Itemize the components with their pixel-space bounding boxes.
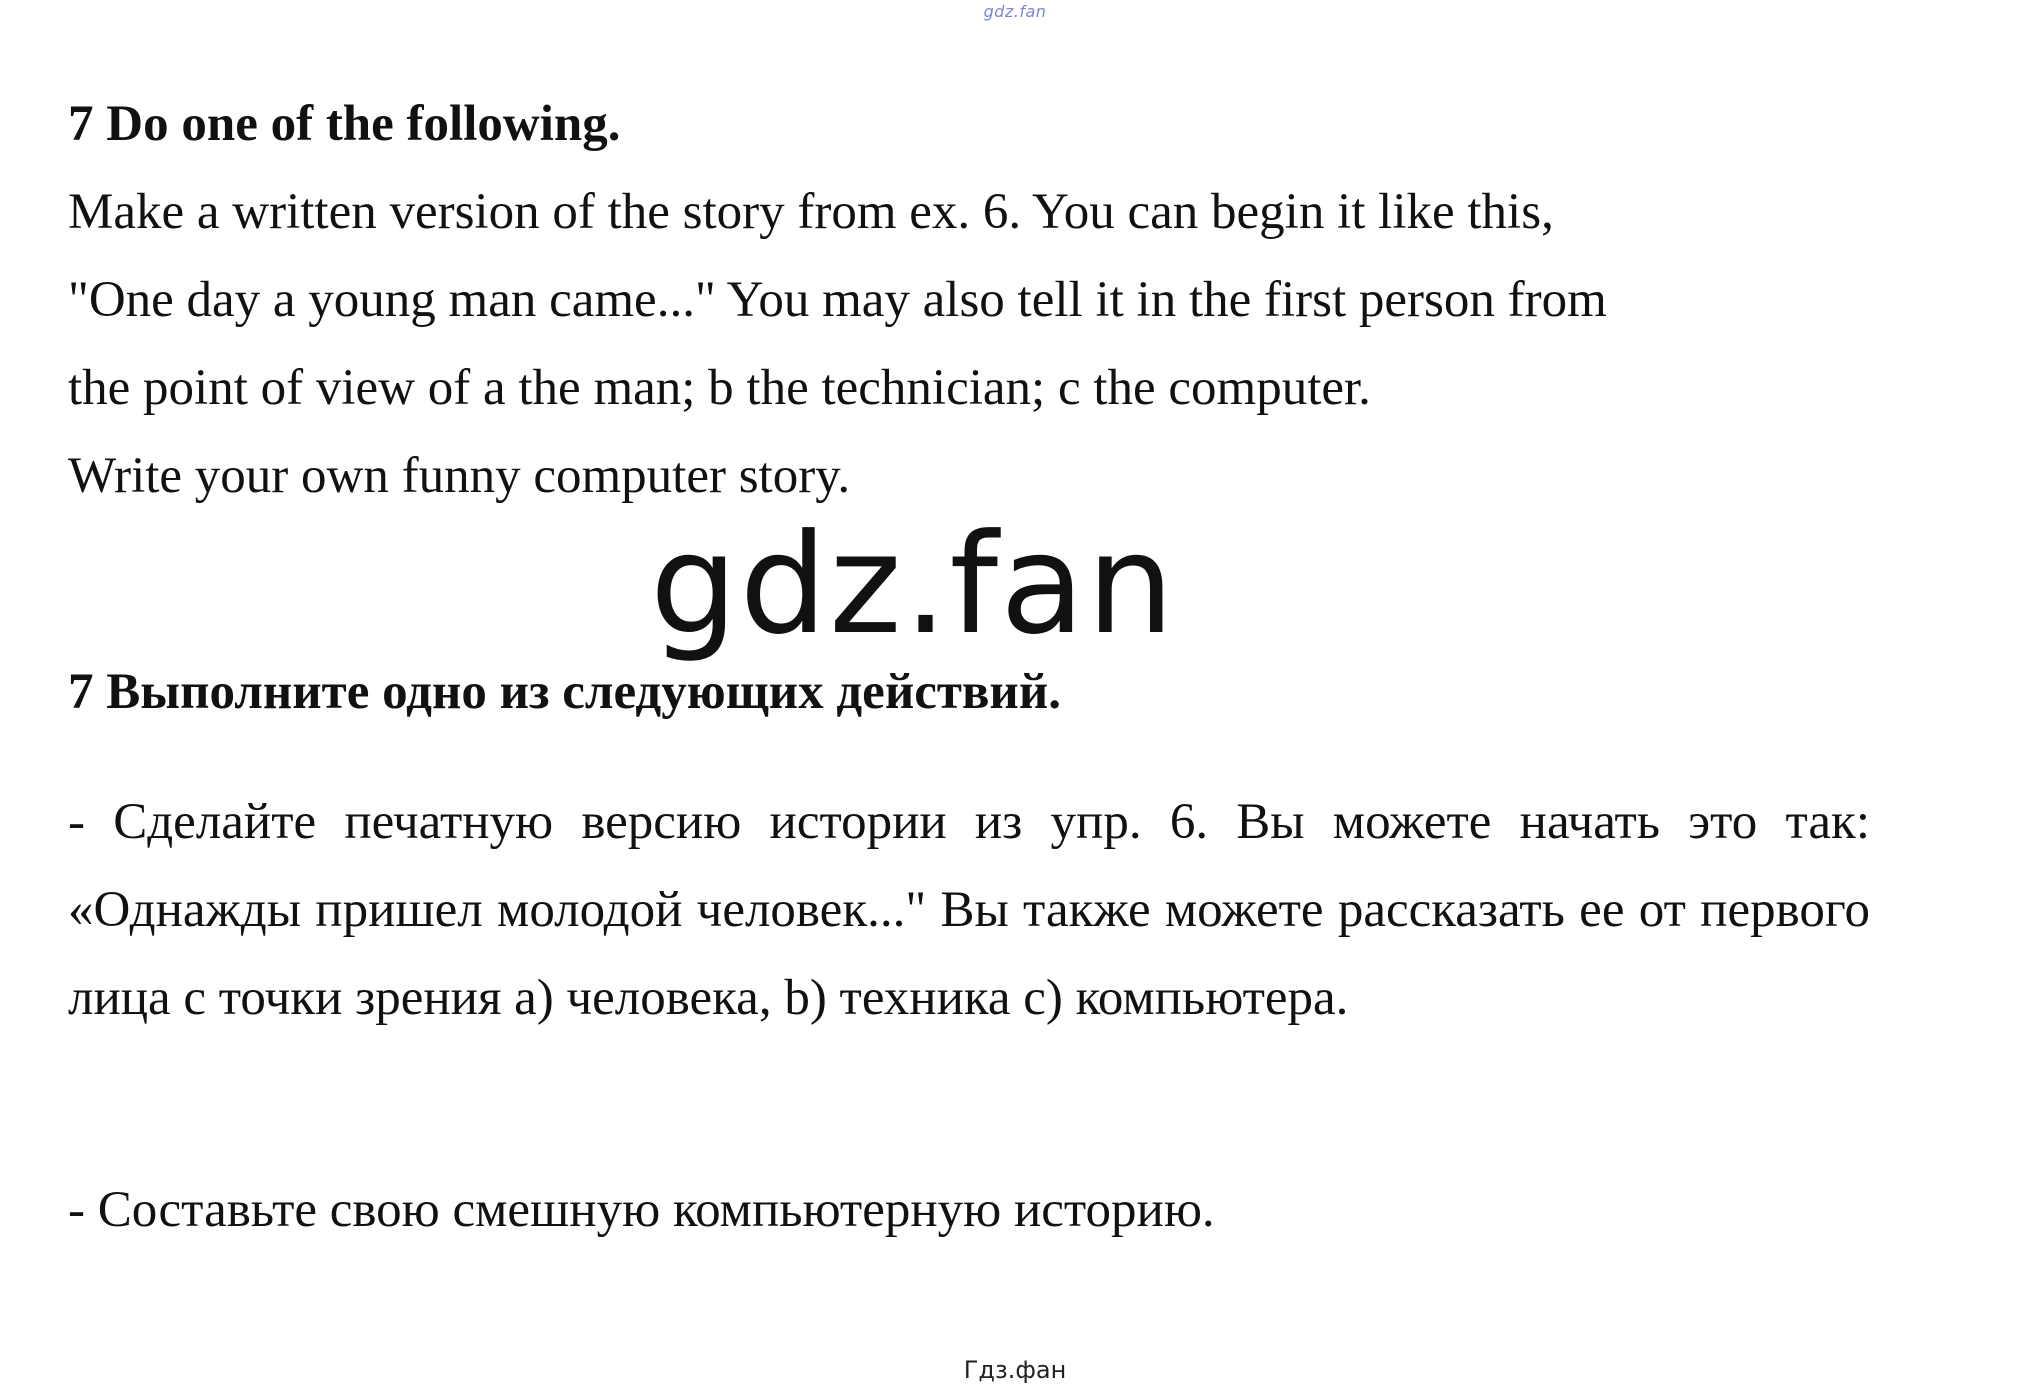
english-line-3: the point of view of a the man; b the technician; c the computer. [68,360,1371,416]
russian-paragraph-1: - Сделайте печатную версию истории из упр. 6. Вы можете начать это так: «Однажды пришел молодой человек..." Вы также можете рассказать ее от первого лица с точки зрения а) человека, b) техника с) компьютера. [68,794,1870,1026]
english-heading: 7 Do one of the following. [68,96,621,152]
center-watermark: gdz.fan [650,504,1177,665]
english-line-4: Write your own funny computer story. [68,448,851,504]
russian-heading: 7 Выполните одно из следующих действий. [68,664,1061,720]
english-section [68,80,1870,520]
russian-paragraph-2: - Составьте свою смешную компьютерную историю. [68,1182,1215,1238]
footer-watermark: Гдз.фан [963,1356,1067,1384]
english-line-1: Make a written version of the story from ex. 6. You can begin it like this, [68,184,1554,240]
english-line-2: "One day a young man came..." You may also tell it in the first person from [68,272,1607,328]
top-watermark: gdz.fan [983,2,1047,21]
